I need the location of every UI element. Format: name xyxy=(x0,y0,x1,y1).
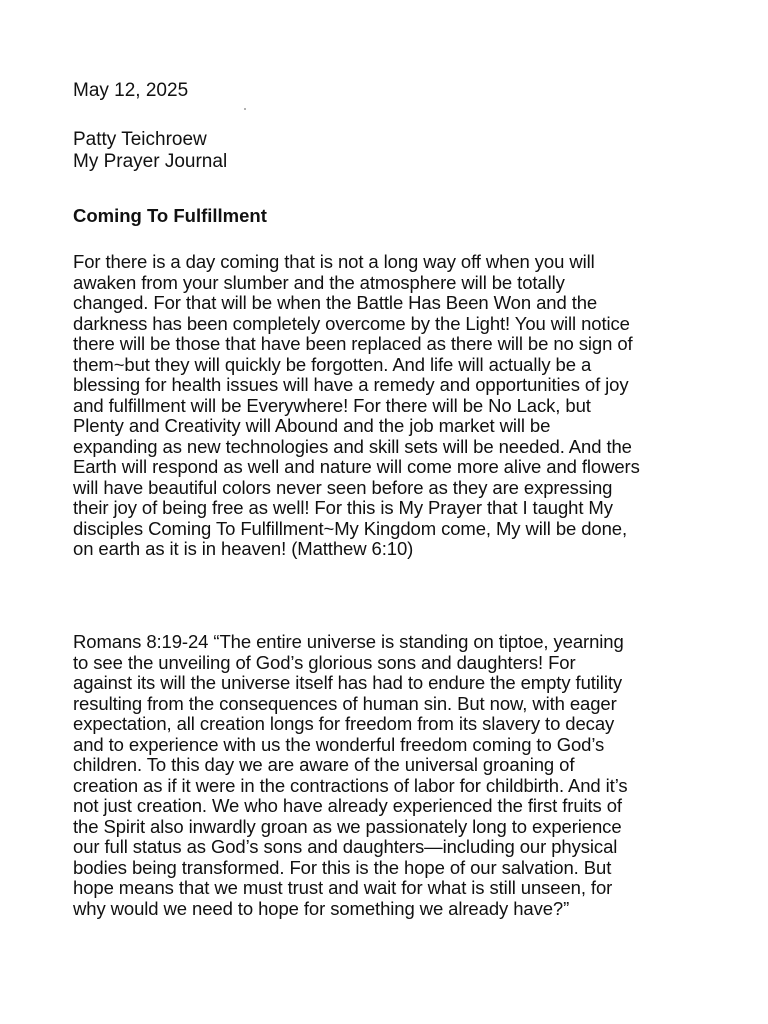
paragraph-line: to see the unveiling of God’s glorious sons and daughters! For xyxy=(73,651,576,673)
paragraph-line: bodies being transformed. For this is the hope of our salvation. But xyxy=(73,856,612,878)
paragraph-line: why would we need to hope for something we already have?” xyxy=(73,897,570,919)
paragraph-line: on earth as it is in heaven! (Matthew 6:10) xyxy=(73,538,414,559)
journal-name: My Prayer Journal xyxy=(73,151,228,172)
scripture-paragraph xyxy=(73,632,713,919)
paragraph-line: awaken from your slumber and the atmosphere will be totally xyxy=(73,271,565,293)
paragraph-line: against its will the universe itself has had to endure the empty futility xyxy=(73,672,623,693)
author-block xyxy=(73,129,227,173)
paragraph-line: hope means that we must trust and wait for what is still unseen, for xyxy=(73,877,613,898)
paragraph-line: creation as if it were in the contractions of labor for childbirth. And it’s xyxy=(73,774,628,796)
paragraph-line: their joy of being free as well! For this is My Prayer that I taught My xyxy=(73,497,613,518)
paragraph-line: expanding as new technologies and skill sets will be needed. And the xyxy=(73,435,632,457)
paragraph-line: there will be those that have been replaced as there will be no sign of xyxy=(73,333,633,354)
paragraph-line: For there is a day coming that is not a long way off when you will xyxy=(73,251,595,272)
document-title: Coming To Fulfillment xyxy=(73,205,267,226)
document-date: May 12, 2025 xyxy=(73,80,189,101)
paragraph-line: the Spirit also inwardly groan as we passionately long to experience xyxy=(73,815,622,837)
paragraph-line: blessing for health issues will have a remedy and opportunities of joy xyxy=(73,374,629,395)
paragraph-line: changed. For that will be when the Battle Has Been Won and the xyxy=(73,292,598,313)
paragraph-line: Plenty and Creativity will Abound and the job market will be xyxy=(73,415,551,436)
paragraph-line: and to experience with us the wonderful freedom coming to God’s xyxy=(73,733,605,755)
scan-speck xyxy=(244,108,246,110)
paragraph-line: Earth will respond as well and nature will come more alive and flowers xyxy=(73,456,640,477)
paragraph-line: Romans 8:19-24 “The entire universe is standing on tiptoe, yearning xyxy=(73,631,624,652)
paragraph-line: resulting from the consequences of human sin. But now, with eager xyxy=(73,692,617,714)
prayer-paragraph xyxy=(73,252,713,560)
paragraph-line: children. To this day we are aware of the universal groaning of xyxy=(73,754,575,775)
paragraph-line: will have beautiful colors never seen before as they are expressing xyxy=(73,476,613,498)
paragraph-line: expectation, all creation longs for freedom from its slavery to decay xyxy=(73,713,615,734)
paragraph-line: our full status as God’s sons and daughters—including our physical xyxy=(73,836,618,857)
paragraph-line: disciples Coming To Fulfillment~My Kingdom come, My will be done, xyxy=(73,517,628,539)
paragraph-line: them~but they will quickly be forgotten. And life will actually be a xyxy=(73,353,592,375)
paragraph-line: and fulfillment will be Everywhere! For there will be No Lack, but xyxy=(73,394,591,416)
paragraph-line: darkness has been completely overcome by the Light! You will notice xyxy=(73,312,630,334)
author-name: Patty Teichroew xyxy=(73,129,207,150)
paragraph-line: not just creation. We who have already experienced the first fruits of xyxy=(73,795,622,816)
